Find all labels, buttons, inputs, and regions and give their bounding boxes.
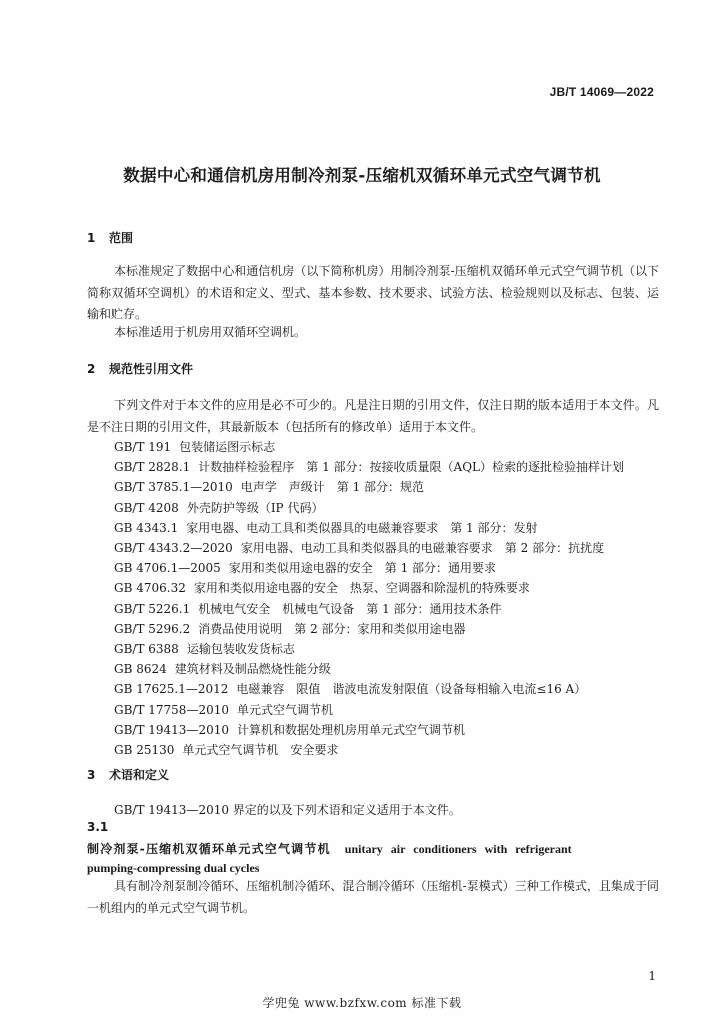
term-definition <box>87 876 659 919</box>
reference-list <box>114 437 674 760</box>
reference-item <box>114 477 674 497</box>
subclause-number: 3.1 <box>87 820 109 834</box>
reference-code: GB/T 2828.1 <box>114 460 191 475</box>
reference-item <box>114 518 674 538</box>
section-1-heading <box>87 229 133 246</box>
reference-item <box>114 578 674 598</box>
reference-code: GB 4706.1—2005 <box>114 561 221 576</box>
section-title: 范围 <box>109 231 134 245</box>
section-3-heading <box>87 766 169 783</box>
reference-name: 单元式空气调节机 安全要求 <box>182 743 339 758</box>
term-line-2 <box>87 861 659 876</box>
reference-name: 运输包装收发货标志 <box>186 642 295 657</box>
reference-item <box>114 720 674 740</box>
reference-code: GB/T 191 <box>114 440 172 454</box>
page-number: 1 <box>648 969 656 983</box>
reference-code: GB 4343.1 <box>114 520 179 535</box>
reference-item <box>114 700 674 720</box>
terms-intro-text: GB/T 19413—2010 界定的以及下列术语和定义适用于本文件。 <box>114 803 461 817</box>
reference-name: 家用和类似用途电器的安全 热泵、空调器和除湿机的特殊要求 <box>193 581 530 596</box>
terms-intro <box>87 800 659 822</box>
section-number: 2 <box>87 362 96 376</box>
reference-code: GB/T 5226.1 <box>114 601 191 616</box>
reference-name: 计数抽样检验程序 第 1 部分：按接收质量限（AQL）检索的逐批检验抽样计划 <box>198 460 625 475</box>
reference-name: 计算机和数据处理机房用单元式空气调节机 <box>236 722 465 737</box>
term-line-1 <box>87 840 659 857</box>
reference-item <box>114 679 674 699</box>
reference-name: 消费品使用说明 第 2 部分：家用和类似用途电器 <box>198 621 466 636</box>
reference-name: 机械电气安全 机械电气设备 第 1 部分：通用技术条件 <box>198 601 502 616</box>
reference-name: 外壳防护等级（IP 代码） <box>186 500 324 515</box>
scope-paragraph-1 <box>87 261 659 326</box>
reference-item <box>114 599 674 619</box>
scope-text-2: 本标准适用于机房用双循环空调机。 <box>114 325 307 339</box>
scope-paragraph-2 <box>87 322 659 344</box>
section-title: 规范性引用文件 <box>109 362 194 376</box>
reference-item <box>114 558 674 578</box>
section-title: 术语和定义 <box>109 768 170 782</box>
reference-code: GB 4706.32 <box>114 581 186 596</box>
reference-item <box>114 619 674 639</box>
reference-item <box>114 457 674 477</box>
reference-code: GB/T 4208 <box>114 500 179 515</box>
term-definition-text: 具有制冷剂泵制冷循环、压缩机制冷循环、混合制冷循环（压缩机-泵模式）三种工作模式，且集成于同一机组内的单元式空气调节机。 <box>87 879 659 915</box>
reference-code: GB/T 6388 <box>114 642 179 657</box>
reference-name: 家用电器、电动工具和类似器具的电磁兼容要求 第 2 部分：抗扰度 <box>240 541 605 556</box>
section-number: 1 <box>87 231 96 245</box>
reference-name: 建筑材料及制品燃烧性能分级 <box>174 662 331 677</box>
reference-item <box>114 659 674 679</box>
reference-item <box>114 498 674 518</box>
standard-code: JB/T 14069—2022 <box>549 85 654 99</box>
reference-code: GB/T 5296.2 <box>114 621 191 636</box>
reference-code: GB/T 3785.1—2010 <box>114 480 233 495</box>
section-number: 3 <box>87 768 96 782</box>
document-title: 数据中心和通信机房用制冷剂泵-压缩机双循环单元式空气调节机 <box>123 166 601 185</box>
scope-text-1: 本标准规定了数据中心和通信机房（以下简称机房）用制冷剂泵-压缩机双循环单元式空气调节机（以下简称双循环空调机）的术语和定义、型式、基本参数、技术要求、试验方法、检验规则以及标志、包装、运输和贮存。 <box>87 264 659 321</box>
reference-code: GB/T 4343.2—2020 <box>114 541 233 556</box>
reference-item <box>114 740 674 760</box>
term-english-part-1: unitary air conditioners with refrigerant <box>344 842 572 856</box>
reference-name: 电声学 声级计 第 1 部分：规范 <box>240 480 425 495</box>
reference-code: GB 8624 <box>114 662 167 677</box>
download-watermark: 学兜兔 www.bzfxw.com 标准下载 <box>262 996 462 1010</box>
reference-name: 家用电器、电动工具和类似器具的电磁兼容要求 第 1 部分：发射 <box>186 520 538 535</box>
term-english-part-2: pumping-compressing dual cycles <box>87 861 260 875</box>
references-intro <box>87 395 659 438</box>
reference-name: 包装储运图示标志 <box>179 440 276 454</box>
reference-code: GB 17625.1—2012 <box>114 682 229 697</box>
reference-item <box>114 437 674 457</box>
reference-name: 单元式空气调节机 <box>236 702 333 717</box>
term-chinese: 制冷剂泵-压缩机双循环单元式空气调节机 <box>87 842 331 856</box>
reference-code: GB/T 19413—2010 <box>114 722 229 737</box>
section-2-heading <box>87 360 193 377</box>
reference-name: 电磁兼容 限值 谐波电流发射限值（设备每相输入电流≤16 A） <box>236 682 587 697</box>
reference-item <box>114 538 674 558</box>
reference-name: 家用和类似用途电器的安全 第 1 部分：通用要求 <box>228 561 497 576</box>
reference-code: GB/T 17758—2010 <box>114 702 229 717</box>
reference-item <box>114 639 674 659</box>
references-intro-text: 下列文件对于本文件的应用是必不可少的。凡是注日期的引用文件，仅注日期的版本适用于本文件。凡是不注日期的引用文件，其最新版本（包括所有的修改单）适用于本文件。 <box>87 398 659 434</box>
reference-code: GB 25130 <box>114 743 175 758</box>
